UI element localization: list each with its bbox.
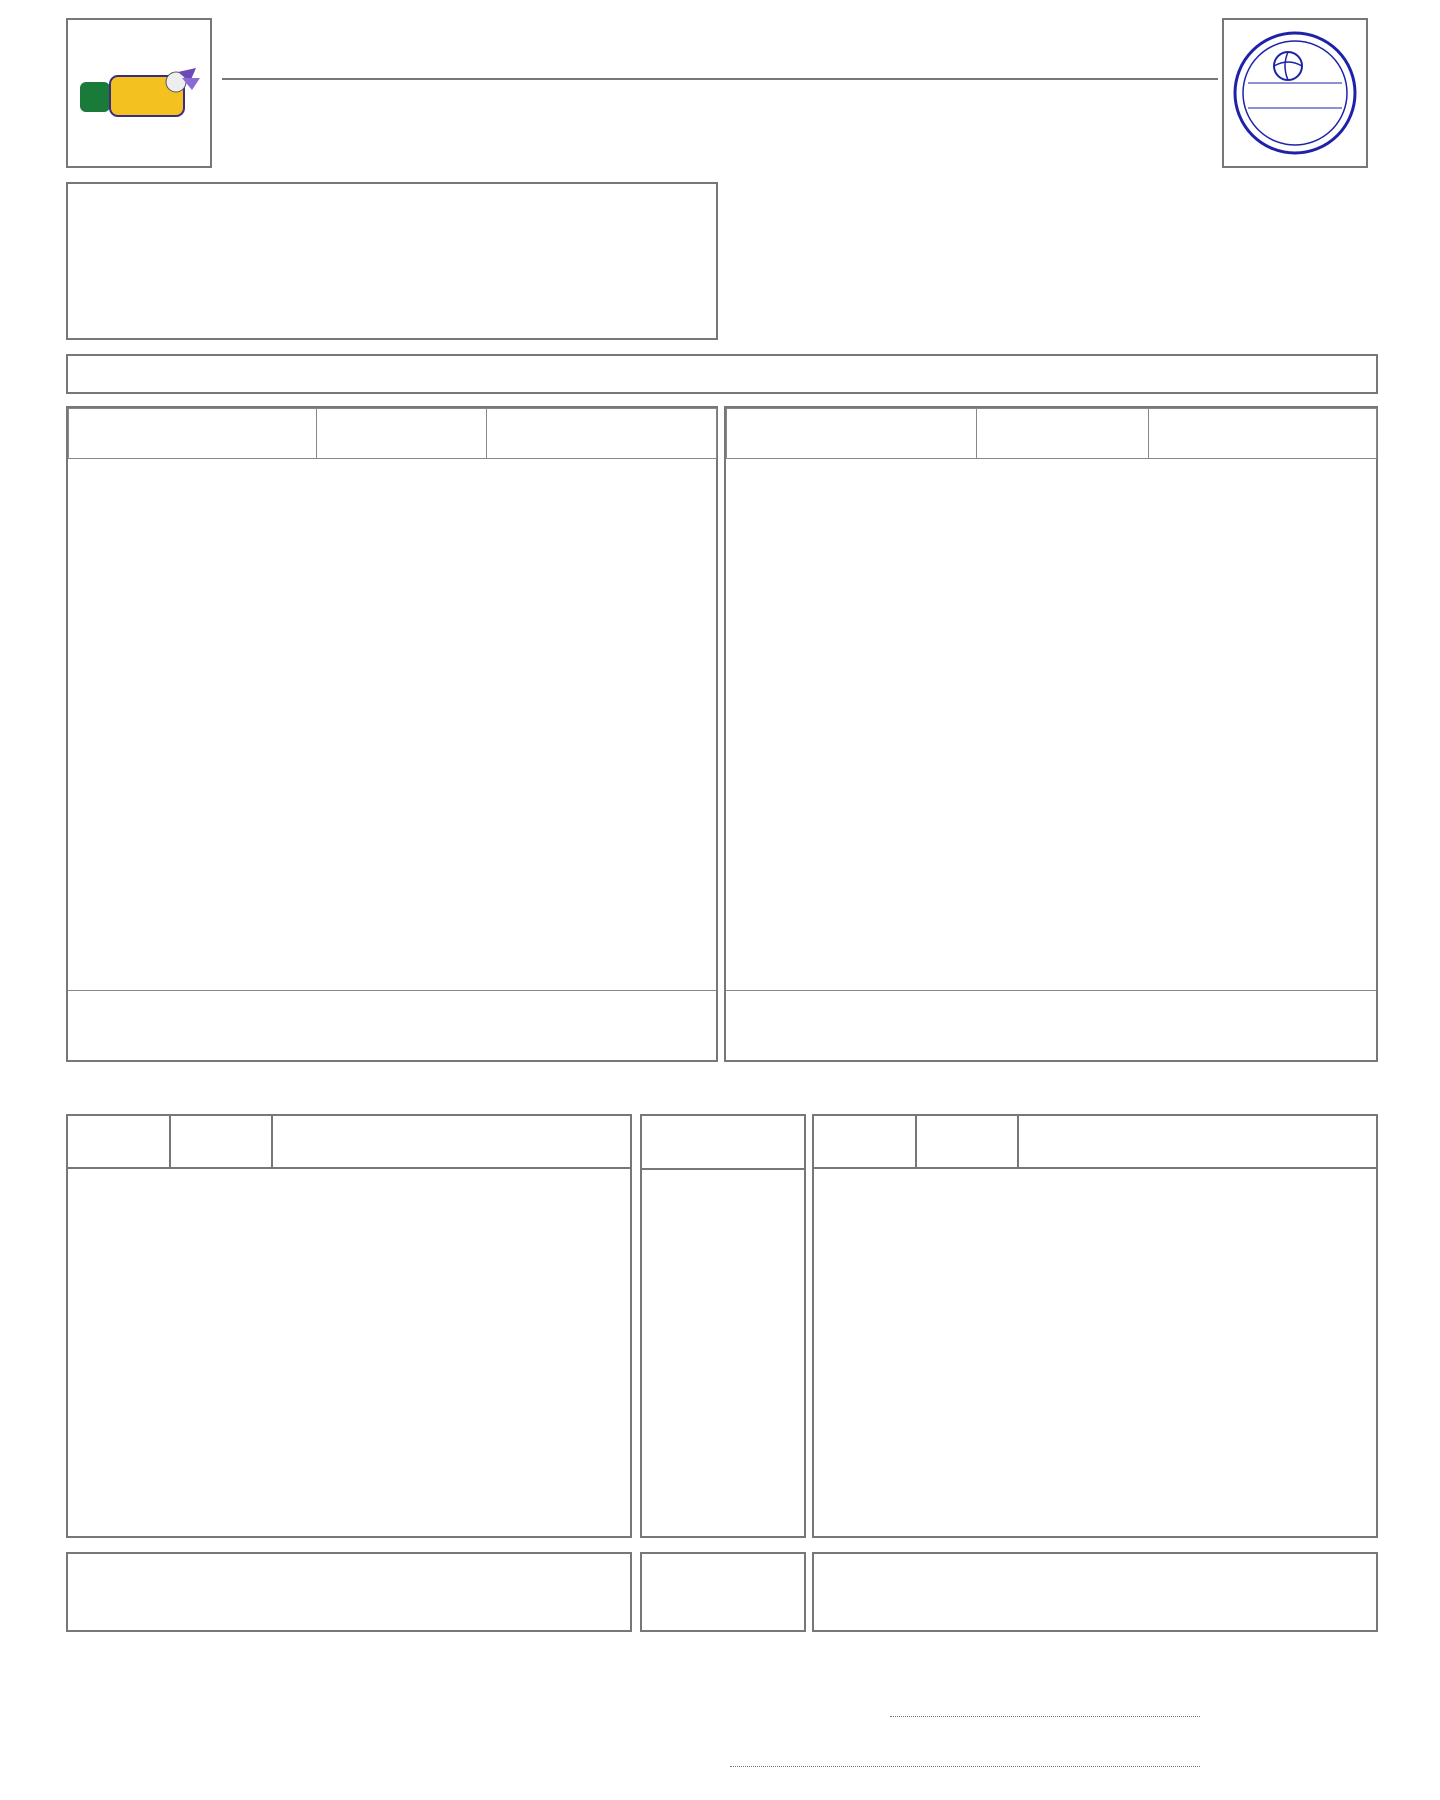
col-scoring-skills [642, 1118, 804, 1170]
perf-skills [640, 1114, 806, 1538]
proliga-logo [66, 18, 212, 168]
team-right-name [727, 409, 977, 459]
team-left-name [69, 409, 317, 459]
col-won-points [814, 1116, 916, 1168]
perf-right-table [814, 1116, 1376, 1169]
referees [66, 354, 1378, 394]
best-scorer-label-box [640, 1552, 806, 1632]
coach-right-area [726, 990, 1376, 1064]
jury-line [890, 1716, 1200, 1717]
col-no-name [272, 1116, 630, 1168]
sets-table [724, 182, 1378, 340]
roster-right [724, 406, 1378, 1062]
perf-left-table [68, 1116, 630, 1169]
pbvsi-logo [1222, 18, 1368, 168]
match-info [66, 182, 718, 340]
best-scorer-right [812, 1552, 1378, 1632]
title-divider [222, 78, 1218, 80]
match-durations [72, 302, 114, 331]
proliga-logo-icon [78, 68, 202, 126]
perf-right [812, 1114, 1378, 1538]
roster-right-table [726, 408, 1377, 459]
roster-left [66, 406, 718, 1062]
signature-line [730, 1766, 1200, 1767]
roster-left-table [68, 408, 717, 459]
col-total-attempts [170, 1116, 272, 1168]
perf-left [66, 1114, 632, 1538]
coach-left-area [68, 990, 716, 1064]
sidebar-logos [8, 14, 70, 1800]
col-total-attempts [916, 1116, 1018, 1168]
col-no-name [1018, 1116, 1376, 1168]
col-won-points [68, 1116, 170, 1168]
pbvsi-emblem-icon [1230, 28, 1360, 158]
best-scorer-left [66, 1552, 632, 1632]
